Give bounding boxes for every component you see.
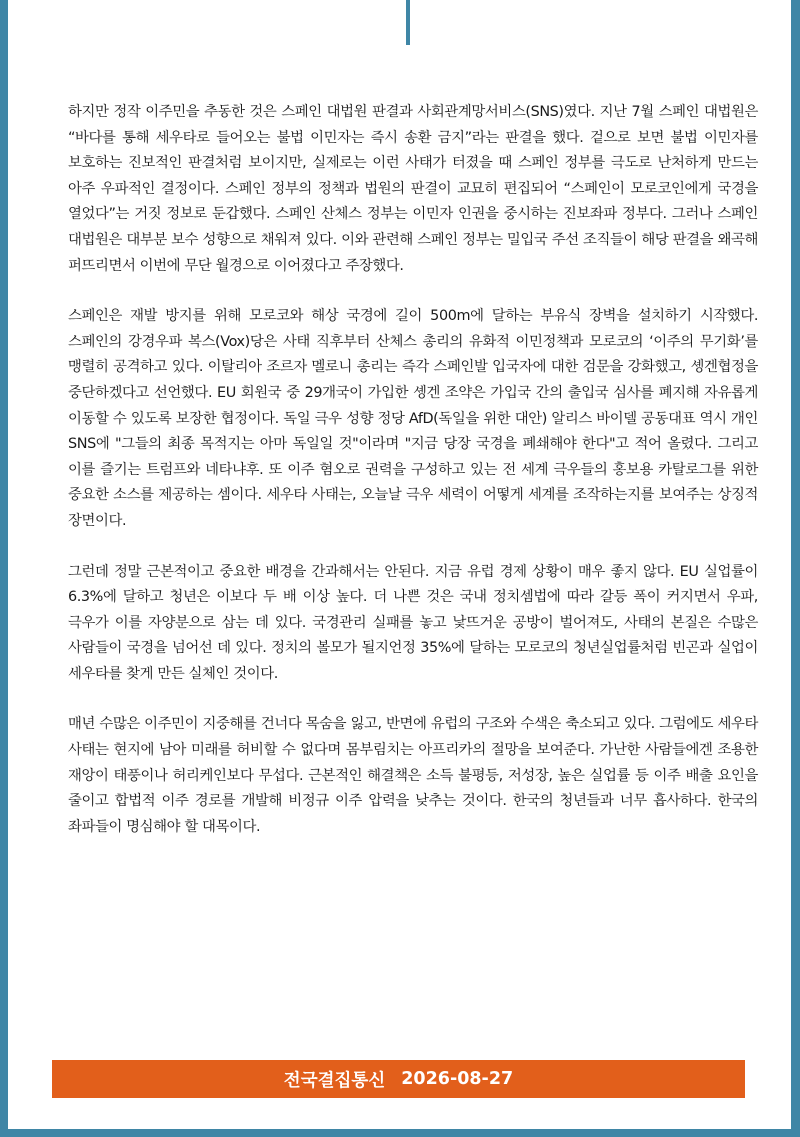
article-paragraph: 매년 수많은 이주민이 지중해를 건너다 목숨을 잃고, 반면에 유럽의 구조와 수색은 축소되고 있다. 그럼에도 세우타 사태는 현지에 남아 미래를 허비할 수 없다며 몸부림치는 아프리카의 절망을 보여준다. 가난한 사람들에겐 조용한 재앙이 태풍이나 허리케인보다 무섭다. 근본적인 해결책은 소득 불평등, 저성장, 높은 실업률 등 이주 배출 요인을 줄이고 합법적 이주 경로를 개발해 비정규 이주 압력을 낮추는 것이다. 한국의 청년들과 너무 흡사하다. 한국의 좌파들이 명심해야 할 대목이다. [68,716,758,835]
publisher-name: 전국결집통신 [283,1070,386,1091]
footer-banner [52,1060,745,1098]
top-divider [406,0,410,45]
page-frame [8,0,791,1129]
article-paragraph: 스페인은 재발 방지를 위해 모로코와 해상 국경에 길이 500m에 달하는 부유식 장벽을 설치하기 시작했다. 스페인의 강경우파 복스(Vox)당은 사태 직후부터 산체스 총리의 유화적 이민정책과 모로코의 ‘이주의 무기화’를 맹렬히 공격하고 있다. 이탈리아 조르자 멜로니 총리는 즉각 스페인발 입국자에 대한 검문을 강화했고, 솅겐협정을 중단하겠다고 선언했다. EU 회원국 중 29개국이 가입한 솅겐 조약은 가입국 간의 출입국 심사를 폐지해 자유롭게 이동할 수 있도록 보장한 협정이다. 독일 극우 성향 정당 AfD(독일을 위한 대안) 알리스 바이델 공동대표 역시 개인 SNS에 "그들의 최종 목적지는 아마 독일일 것"이라며 "지금 당장 국경을 폐쇄해야 한다"고 적어 올렸다. 그리고 이를 즐기는 트럼프와 네타냐후. 또 이주 혐오로 권력을 구성하고 있는 전 세계 극우들의 홍보용 카탈로그를 위한 중요한 소스를 제공하는 셈이다. 세우타 사태는, 오늘날 극우 세력이 어떻게 세계를 조작하는지를 보여주는 상징적 장면이다. [68,308,758,529]
article-paragraph: 그런데 정말 근본적이고 중요한 배경을 간과해서는 안된다. 지금 유럽 경제 상황이 매우 좋지 않다. EU 실업률이 6.3%에 달하고 청년은 이보다 두 배 이상 높다. 더 나쁜 것은 국내 정치셈법에 따라 갈등 폭이 커지면서 우파, 극우가 이를 자양분으로 삼는 데 있다. 국경관리 실패를 놓고 낯뜨거운 공방이 벌어져도, 사태의 본질은 수많은 사람들이 국경을 넘어선 데 있다. 정치의 볼모가 될지언정 35%에 달하는 모로코의 청년실업률처럼 빈곤과 실업이 세우타를 찾게 만든 실체인 것이다. [68,563,758,682]
article-paragraph: 하지만 정작 이주민을 추동한 것은 스페인 대법원 판결과 사회관계망서비스(SNS)였다. 지난 7월 스페인 대법원은 “바다를 통해 세우타로 들어오는 불법 이민자는 즉시 송환 금지”라는 판결을 했다. 겉으로 보면 불법 이민자를 보호하는 진보적인 판결처럼 보이지만, 실제로는 이런 사태가 터졌을 때 스페인 정부를 극도로 난처하게 만드는 아주 우파적인 결정이다. 스페인 정부의 정책과 법원의 판결이 교묘히 편집되어 “스페인이 모로코인에게 국경을 열었다”는 거짓 정보로 둔갑했다. 스페인 산체스 정부는 이민자 인권을 중시하는 진보좌파 정부다. 그러나 스페인 대법원은 대부분 보수 성향으로 채워져 있다. 이와 관련해 스페인 정부는 밀입국 주선 조직들이 해당 판결을 왜곡해 퍼뜨리면서 이번에 무단 월경으로 이어졌다고 주장했다. [68,104,758,274]
publish-date: 2026-08-27 [401,1069,514,1089]
article-body [68,100,758,865]
